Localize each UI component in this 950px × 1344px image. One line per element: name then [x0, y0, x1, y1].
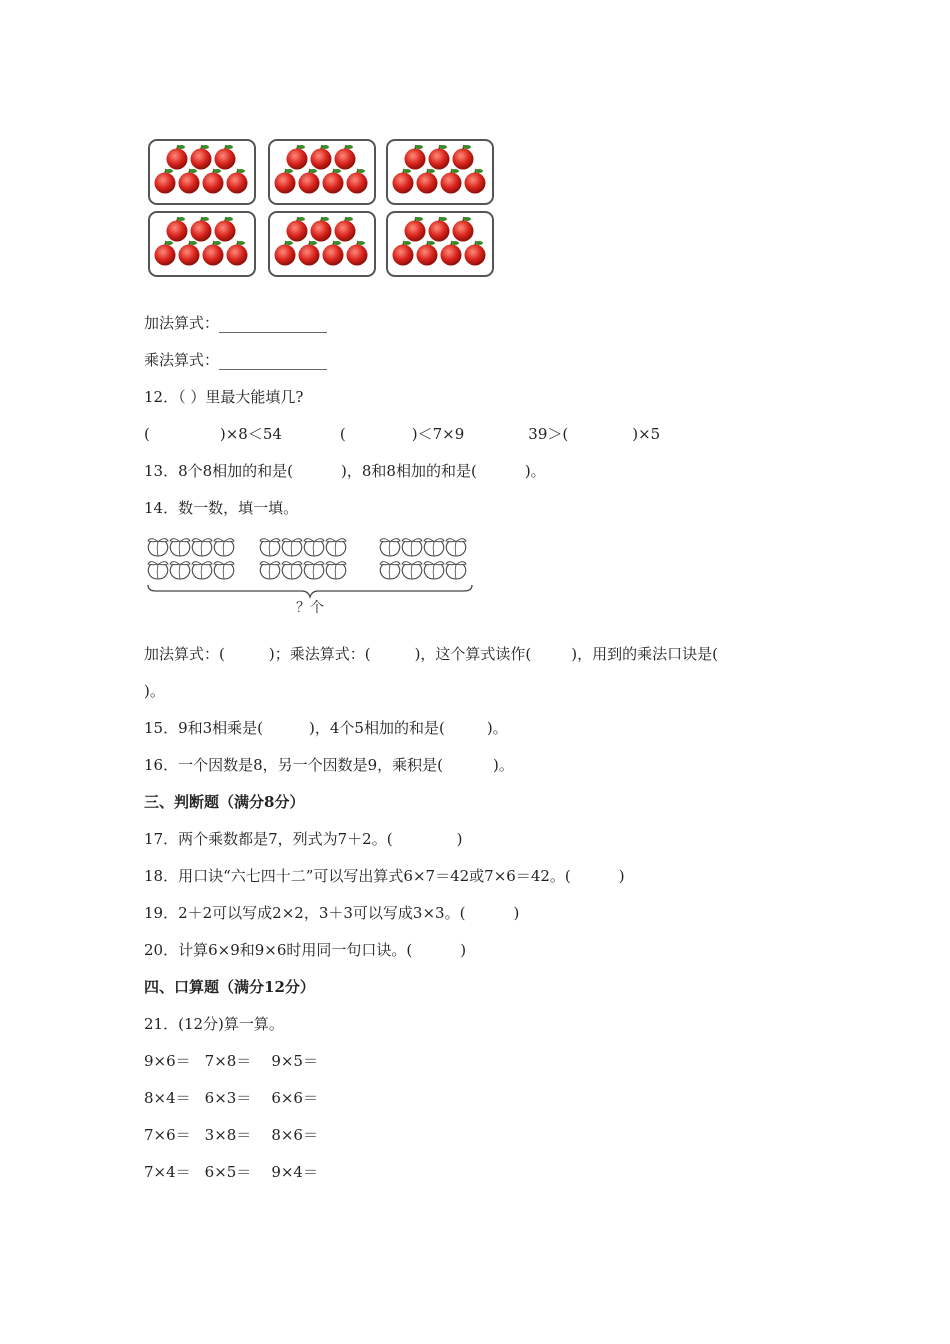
question-18: 18．用口诀“六七四十二”可以写出算式6×7＝42或7×6＝42。( ) — [144, 867, 625, 885]
peach-group — [380, 539, 466, 579]
peach-group — [260, 539, 346, 579]
apple-box — [269, 140, 375, 204]
multiplication-blank[interactable] — [219, 355, 327, 370]
apple-groups-picture — [148, 139, 498, 281]
question-21-title: 21．(12分)算一算。 — [144, 1015, 284, 1033]
question-13: 13．8个8相加的和是( )，8和8相加的和是( )。 — [144, 462, 546, 480]
mental-math-row: 7×6＝ 3×8＝ 8×6＝ — [144, 1126, 318, 1144]
question-12-title: 12．（ ）里最大能填几? — [144, 388, 304, 406]
apple-box — [387, 212, 493, 276]
section-4-heading: 四、口算题（满分12分） — [144, 978, 315, 996]
apple-box — [149, 140, 255, 204]
addition-label: 加法算式： — [144, 314, 220, 332]
peach-groups-picture — [146, 533, 476, 617]
apple-box — [269, 212, 375, 276]
peach-group — [148, 539, 234, 579]
brace — [148, 585, 472, 597]
mental-math-row: 7×4＝ 6×5＝ 9×4＝ — [144, 1163, 318, 1181]
section-3-heading: 三、判断题（满分8分） — [144, 793, 305, 811]
addition-answer-line — [144, 313, 327, 333]
apple-box — [149, 212, 255, 276]
question-20: 20．计算6×9和9×6时用同一句口诀。( ) — [144, 941, 467, 959]
question-17: 17．两个乘数都是7，列式为7＋2。( ) — [144, 830, 463, 848]
question-14-line-1: 加法算式：( )；乘法算式：( )，这个算式读作( )，用到的乘法口诀是( — [144, 645, 719, 663]
question-19: 19．2＋2可以写成2×2，3＋3可以写成3×3。( ) — [144, 904, 520, 922]
mental-math-row: 8×4＝ 6×3＝ 6×6＝ — [144, 1089, 318, 1107]
question-14-title: 14．数一数，填一填。 — [144, 499, 299, 517]
question-14-line-2: )。 — [144, 682, 165, 700]
apple-box — [387, 140, 493, 204]
multiplication-label: 乘法算式： — [144, 351, 220, 369]
question-12-items: ( )×8＜54 ( )＜7×9 39＞( )×5 — [144, 425, 661, 443]
multiplication-answer-line — [144, 350, 327, 370]
question-16: 16．一个因数是8，另一个因数是9，乘积是( )。 — [144, 756, 514, 774]
addition-blank[interactable] — [219, 318, 327, 333]
brace-label: ？个 — [296, 600, 324, 616]
mental-math-row: 9×6＝ 7×8＝ 9×5＝ — [144, 1052, 318, 1070]
question-15: 15．9和3相乘是( )，4个5相加的和是( )。 — [144, 719, 508, 737]
